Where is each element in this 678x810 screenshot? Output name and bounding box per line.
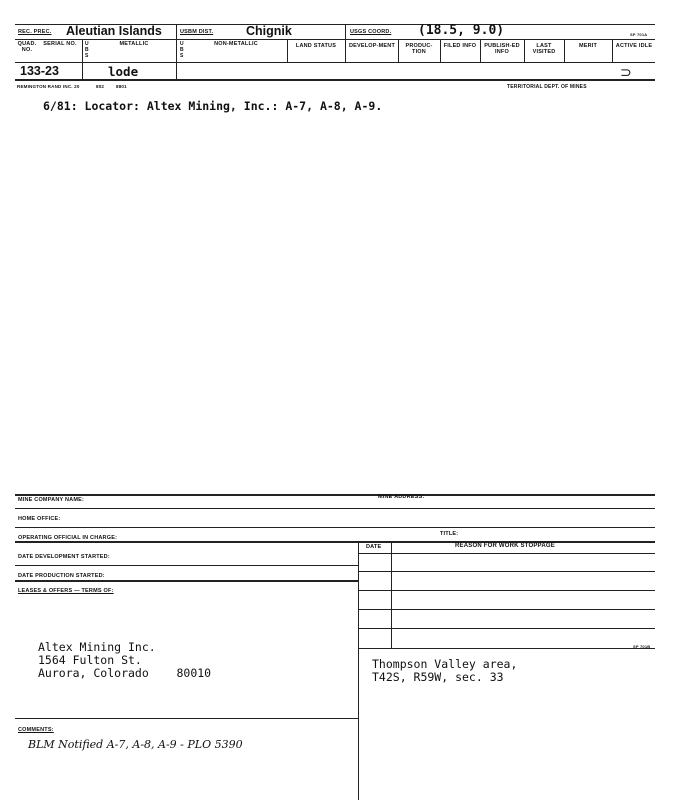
col-merit: MERIT: [578, 43, 598, 49]
company-address-line-1: Altex Mining Inc.: [38, 640, 156, 654]
operating-official-label: OPERATING OFFICIAL IN CHARGE:: [18, 535, 118, 541]
leases-offers-label: LEASES & OFFERS — TERMS OF:: [18, 588, 114, 594]
col-metallic: METALLIC: [119, 41, 149, 47]
title-label: TITLE:: [440, 531, 459, 537]
col-filed-info: FILED INFO: [443, 43, 477, 49]
dept-label: TERRITORIAL DEPT. OF MINES: [507, 84, 587, 90]
company-address-line-3: Aurora, Colorado 80010: [38, 666, 212, 680]
printer-code-a: 802: [96, 84, 105, 89]
date-dev-started-label: DATE DEVELOPMENT STARTED:: [18, 554, 110, 560]
usgs-coord-label: USGS COORD.: [350, 29, 392, 35]
printer-mark: REMINGTON RAND INC. 20: [17, 84, 80, 89]
locator-note: 6/81: Locator: Altex Mining, Inc.: A-7, A-8, A-9.: [43, 99, 383, 113]
mine-address-label: MINE ADDRESS:: [378, 494, 425, 500]
col-published-info: PUBLISH-ED INFO: [484, 43, 520, 55]
rec-prec-label: REC. PREC.: [18, 29, 52, 35]
col-land-status: LAND STATUS: [295, 43, 337, 49]
active-idle-mark: ⊃: [620, 64, 632, 80]
metallic-value: lode: [108, 64, 139, 79]
col-serial-no: SERIAL NO.: [43, 41, 77, 47]
reason-column-header: REASON FOR WORK STOPPAGE: [455, 543, 555, 549]
date-column-header: DATE: [366, 544, 382, 550]
company-address-line-2: 1564 Fulton St.: [38, 653, 142, 667]
col-quad-no: QUAD. NO.: [17, 41, 37, 53]
usgs-coord-value: (18.5, 9.0): [418, 23, 505, 38]
form-code-top: SP 701A: [630, 32, 648, 37]
col-non-metallic: NON-METALLIC: [214, 41, 258, 47]
usbm-dist-value: Chignik: [246, 24, 292, 38]
printer-code-b: 8801: [116, 84, 127, 89]
location-line-2: T42S, R59W, sec. 33: [372, 670, 504, 684]
form-code-bottom: SP 701B: [633, 644, 651, 649]
location-line-1: Thompson Valley area,: [372, 657, 518, 671]
handwritten-comment: BLM Notified A-7, A-8, A-9 - PLO 5390: [28, 738, 243, 751]
quad-serial-value: 133-23: [20, 64, 59, 78]
col-usbm-code-a: U B S: [85, 41, 89, 59]
comments-label: COMMENTS:: [18, 727, 54, 733]
col-production: PRODUC-TION: [405, 43, 433, 55]
usbm-dist-label: USBM DIST.: [180, 29, 214, 35]
date-prod-started-label: DATE PRODUCTION STARTED:: [18, 573, 105, 579]
home-office-label: HOME OFFICE:: [18, 516, 61, 522]
rec-prec-value: Aleutian Islands: [66, 24, 162, 38]
col-last-visited: LAST VISITED: [532, 43, 556, 55]
col-usbm-code-b: U B S: [180, 41, 184, 59]
col-development: DEVELOP-MENT: [348, 43, 396, 49]
col-active-idle: ACTIVE IDLE: [615, 43, 653, 49]
mine-company-name-label: MINE COMPANY NAME:: [18, 497, 85, 503]
